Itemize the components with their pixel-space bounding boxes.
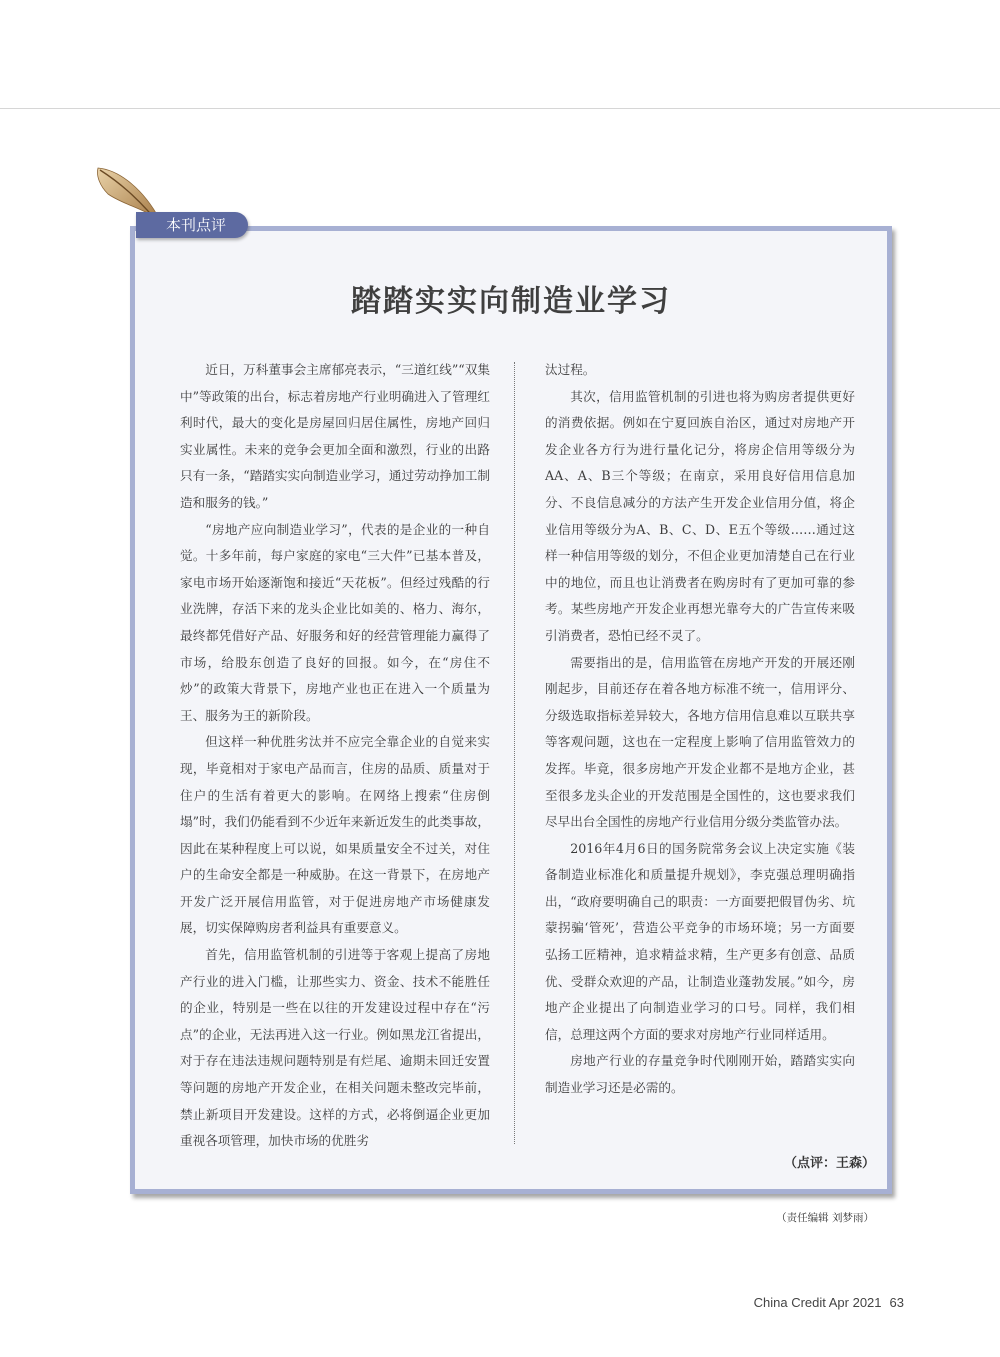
page-title: 踏踏实实向制造业学习	[351, 284, 671, 319]
editor-note: （责任编辑 刘梦雨）	[776, 1212, 874, 1224]
paragraph: 其次，信用监管机制的引进也将为购房者提供更好的消费依据。例如在宁夏回族自治区，通过对房地产开发企业各方行为进行量化记分，将房企信用等级分为AA、A、B三个等级；在南京，采用良好信用信息加分、不良信息减分的方法产生开发企业信用分值，将企业信用等级分为A、B、C、D、E五个等级……通过这样一种信用等级的划分，不但企业更加清楚自己在行业中的地位，而且也让消费者在购房时有了更加可靠的参考。某些房地产开发企业再想光靠夸大的广告宣传来吸引消费者，恐怕已经不灵了。	[545, 388, 855, 643]
header-rule	[0, 108, 1000, 109]
paragraph: 需要指出的是，信用监管在房地产开发的开展还刚刚起步，目前还存在着各地方标准不统一，信用评分、分级选取指标差异较大，各地方信用信息难以互联共享等客观问题，这也在一定程度上影响了信用监管效力的发挥。毕竟，很多房地产开发企业都不是地方企业，甚至很多龙头企业的开发范围是全国性的，这也要求我们尽早出台全国性的房地产行业信用分级分类监管办法。	[545, 654, 855, 830]
paragraph: 2016年4月6日的国务院常务会议上决定实施《装备制造业标准化和质量提升规划》，李克强总理明确指出，“政府要明确自己的职责：一方面要把假冒伪劣、坑蒙拐骗‘管死’，营造公平竞争的市场环境；另一方面要弘扬工匠精神，追求精益求精，生产更多有创意、品质优、受群众欢迎的产品，让制造业蓬勃发展。”如今，房地产企业提出了向制造业学习的口号。同样，我们相信，总理这两个方面的要求对房地产行业同样适用。	[545, 840, 855, 1042]
paragraph: 近日，万科董事会主席郁亮表示，“三道红线”“双集中”等政策的出台，标志着房地产行业明确进入了管理红利时代，最大的变化是房屋回归居住属性，房地产回归实业属性。未来的竞争会更加全面和激烈，行业的出路只有一条，“踏踏实实向制造业学习，通过劳动挣加工制造和服务的钱。”	[180, 362, 490, 510]
reviewer-signature: （点评：王森）	[783, 1156, 875, 1171]
right-column	[545, 357, 855, 1102]
page-number: 63	[889, 1295, 904, 1310]
left-column	[180, 357, 490, 1155]
column-divider	[514, 362, 515, 1144]
publication-name: China Credit Apr 2021	[753, 1295, 882, 1310]
paragraph: 但这样一种优胜劣汰并不应完全靠企业的自觉来实现，毕竟相对于家电产品而言，住房的品质、质量对于住户的生活有着更大的影响。在网络上搜索“住房倒塌”时，我们仍能看到不少近年来新近发生的此类事故，因此在某种程度上可以说，如果质量安全不过关，对住户的生命安全都是一种威胁。在这一背景下，在房地产开发广泛开展信用监管，对于促进房地产市场健康发展，切实保障购房者利益具有重要意义。	[180, 734, 490, 936]
section-tab: 本刊点评	[136, 212, 248, 238]
paragraph: 房地产行业的存量竞争时代刚刚开始，踏踏实实向制造业学习还是必需的。	[545, 1053, 855, 1096]
page-footer	[754, 1295, 904, 1310]
paragraph: 首先，信用监管机制的引进等于客观上提高了房地产行业的进入门槛，让那些实力、资金、技术不能胜任的企业，特别是一些在以往的开发建设过程中存在“污点”的企业，无法再进入这一行业。例如黑龙江省提出，对于存在违法违规问题特别是有烂尾、逾期未回迁安置等问题的房地产开发企业，在相关问题未整改完毕前，禁止新项目开发建设。这样的方式，必将倒逼企业更加重视各项管理，加快市场的优胜劣	[180, 947, 490, 1149]
paragraph-continued: 汰过程。	[545, 362, 596, 377]
paragraph: “房地产应向制造业学习”，代表的是企业的一种自觉。十多年前，每户家庭的家电“三大件”已基本普及，家电市场开始逐渐饱和接近“天花板”。但经过残酷的行业洗牌，存活下来的龙头企业比如美的、格力、海尔，最终都凭借好产品、好服务和好的经营管理能力赢得了市场，给股东创造了良好的回报。如今，在“房住不炒”的政策大背景下，房地产业也正在进入一个质量为王、服务为王的新阶段。	[180, 521, 490, 723]
